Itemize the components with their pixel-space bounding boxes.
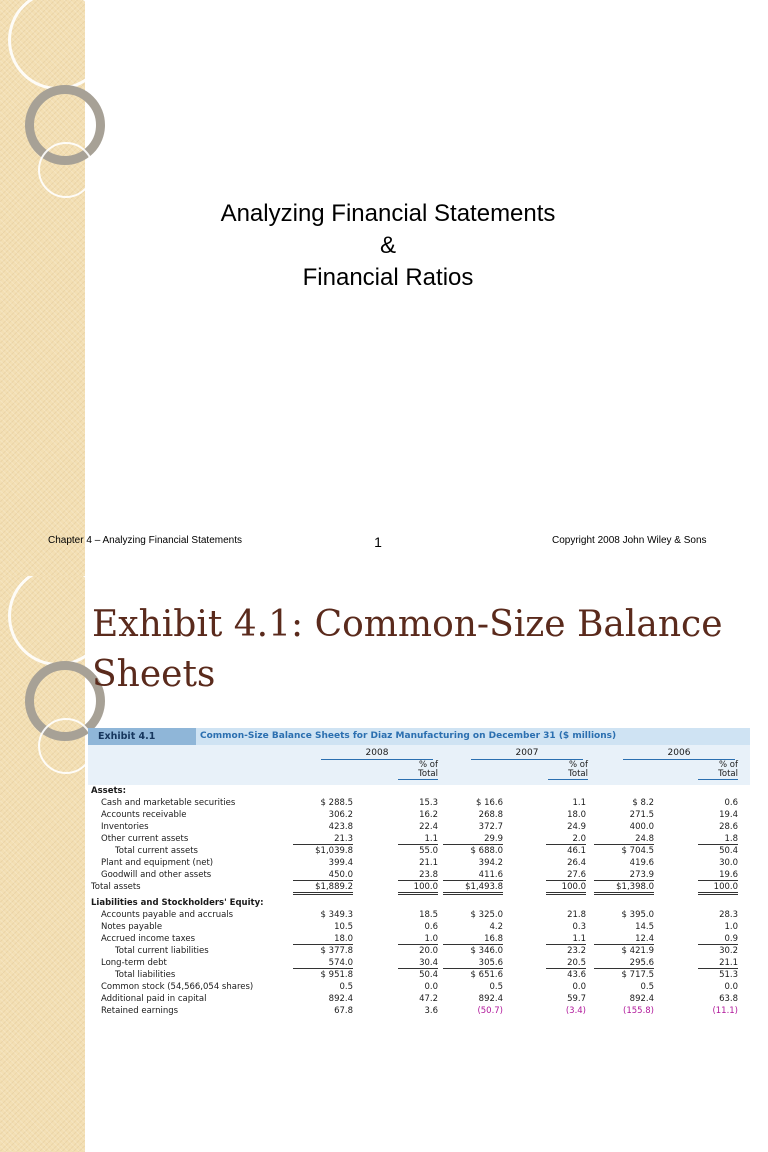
row-value: 1.1	[398, 834, 438, 845]
table-row	[88, 982, 750, 994]
pct-header-line2: Total	[548, 770, 588, 780]
row-value: $ 421.9	[621, 946, 654, 956]
row-value: (3.4)	[565, 1006, 586, 1016]
footer-chapter: Chapter 4 – Analyzing Financial Statements	[48, 535, 242, 546]
row-value: 51.3	[719, 970, 738, 980]
row-value: 271.5	[629, 810, 654, 820]
decorative-ring-small	[38, 718, 94, 774]
row-value: 3.6	[424, 1006, 438, 1016]
row-value: 20.5	[546, 958, 586, 969]
section-label: Liabilities and Stockholders' Equity:	[91, 898, 264, 908]
row-value: 18.5	[419, 910, 438, 920]
table-row	[88, 882, 750, 894]
row-value: $ 704.5	[621, 846, 654, 856]
exhibit-tab	[88, 728, 196, 745]
row-label: Accrued income taxes	[101, 934, 196, 944]
slide-title	[150, 198, 626, 294]
row-value: 21.3	[293, 834, 353, 845]
row-value: $ 349.3	[320, 910, 353, 920]
table-row	[88, 822, 750, 834]
pct-header-line1: % of	[719, 760, 738, 770]
row-label: Cash and marketable securities	[101, 798, 236, 808]
row-value: 59.7	[567, 994, 586, 1004]
row-label: Goodwill and other assets	[101, 870, 212, 880]
row-value: 14.5	[635, 922, 654, 932]
table-row	[88, 958, 750, 970]
row-value: 100.0	[698, 882, 738, 895]
row-value: 21.1	[419, 858, 438, 868]
row-value: 892.4	[328, 994, 353, 1004]
row-value: 28.6	[719, 822, 738, 832]
table-row	[88, 970, 750, 982]
row-value: $ 8.2	[632, 798, 654, 808]
row-value: 1.0	[398, 934, 438, 945]
row-value: 892.4	[629, 994, 654, 1004]
row-value: 20.0	[419, 946, 438, 956]
row-value: 574.0	[293, 958, 353, 969]
row-value: 419.6	[629, 858, 654, 868]
row-value: 1.1	[572, 798, 586, 808]
row-value: 411.6	[443, 870, 503, 881]
decorative-ring-large	[8, 0, 108, 90]
row-label: Notes payable	[101, 922, 163, 932]
row-value: 0.9	[698, 934, 738, 945]
row-value: 55.0	[419, 846, 438, 856]
row-value: 305.6	[443, 958, 503, 969]
row-value: 16.2	[419, 810, 438, 820]
row-value: 268.8	[478, 810, 503, 820]
year-2007: 2007	[471, 748, 583, 760]
row-value: $ 377.8	[320, 946, 353, 956]
title-line-2: &	[379, 232, 396, 259]
row-label: Additional paid in capital	[101, 994, 207, 1004]
row-value: 30.4	[398, 958, 438, 969]
pct-header-line2: Total	[698, 770, 738, 780]
row-value: $1,039.8	[315, 846, 353, 856]
row-value: 100.0	[546, 882, 586, 895]
row-value: 400.0	[629, 822, 654, 832]
row-value: 10.5	[334, 922, 353, 932]
table-row	[88, 910, 750, 922]
table-row	[88, 934, 750, 946]
row-label: Plant and equipment (net)	[101, 858, 214, 868]
table-row	[88, 858, 750, 870]
table-row	[88, 846, 750, 858]
row-value: 23.2	[567, 946, 586, 956]
row-label: Total liabilities	[115, 970, 176, 980]
row-value: (155.8)	[623, 1006, 654, 1016]
row-label: Retained earnings	[101, 1006, 179, 1016]
row-value: 0.0	[724, 982, 738, 992]
row-value: 372.7	[478, 822, 503, 832]
row-value: 0.5	[640, 982, 654, 992]
row-value: 15.3	[419, 798, 438, 808]
row-value: 306.2	[328, 810, 353, 820]
row-value: 22.4	[419, 822, 438, 832]
row-value: 67.8	[334, 1006, 353, 1016]
row-value: $ 325.0	[470, 910, 503, 920]
table-row	[88, 946, 750, 958]
section-label: Assets:	[91, 786, 126, 796]
row-value: 27.6	[546, 870, 586, 881]
row-value: 450.0	[293, 870, 353, 881]
row-value: $1,398.0	[594, 882, 654, 895]
row-value: 24.8	[594, 834, 654, 845]
row-value: 30.2	[719, 946, 738, 956]
row-label: Total assets	[91, 882, 141, 892]
row-value: 21.8	[567, 910, 586, 920]
table-row	[88, 798, 750, 810]
row-value: 295.6	[594, 958, 654, 969]
row-value: 47.2	[419, 994, 438, 1004]
row-label: Common stock (54,566,054 shares)	[101, 982, 254, 992]
row-value: 0.3	[572, 922, 586, 932]
row-label: Other current assets	[101, 834, 189, 844]
row-value: 4.2	[489, 922, 503, 932]
row-value: $1,493.8	[443, 882, 503, 895]
row-value: 19.6	[698, 870, 738, 881]
row-value: $1,889.2	[293, 882, 353, 895]
row-value: $ 288.5	[320, 798, 353, 808]
row-value: 43.6	[567, 970, 586, 980]
row-value: $ 16.6	[475, 798, 503, 808]
row-value: 423.8	[328, 822, 353, 832]
table-row	[88, 922, 750, 934]
row-value: 29.9	[443, 834, 503, 845]
footer-copyright: Copyright 2008 John Wiley & Sons	[552, 535, 707, 546]
pct-header-line2: Total	[398, 770, 438, 780]
row-value: 63.8	[719, 994, 738, 1004]
row-value: 30.0	[719, 858, 738, 868]
row-value: 0.6	[724, 798, 738, 808]
row-value: 0.5	[489, 982, 503, 992]
table-row	[88, 870, 750, 882]
row-value: 16.8	[443, 934, 503, 945]
exhibit-tab-label: Exhibit 4.1	[98, 731, 156, 742]
pct-header-line1: % of	[569, 760, 588, 770]
title-line-1: Analyzing Financial Statements	[220, 200, 556, 227]
row-value: 23.8	[398, 870, 438, 881]
row-value: 0.0	[572, 982, 586, 992]
row-value: 24.9	[567, 822, 586, 832]
row-value: 1.1	[546, 934, 586, 945]
row-value: 26.4	[567, 858, 586, 868]
row-value: 892.4	[478, 994, 503, 1004]
pct-header-2007	[548, 761, 588, 780]
row-value: 28.3	[719, 910, 738, 920]
table-row	[88, 810, 750, 822]
row-label: Inventories	[101, 822, 149, 832]
row-value: 19.4	[719, 810, 738, 820]
table-row	[88, 994, 750, 1006]
row-value: $ 717.5	[621, 970, 654, 980]
row-label: Accounts payable and accruals	[101, 910, 234, 920]
row-value: 1.8	[698, 834, 738, 845]
decorative-ring-small	[38, 142, 94, 198]
row-value: $ 395.0	[621, 910, 654, 920]
row-value: 12.4	[594, 934, 654, 945]
pct-header-2008	[398, 761, 438, 780]
row-value: 0.6	[424, 922, 438, 932]
row-value: $ 651.6	[470, 970, 503, 980]
row-value: 46.1	[567, 846, 586, 856]
row-value: (11.1)	[712, 1006, 738, 1016]
row-value: 1.0	[724, 922, 738, 932]
pct-header-line1: % of	[419, 760, 438, 770]
row-value: 273.9	[594, 870, 654, 881]
row-value: 394.2	[478, 858, 503, 868]
row-value: 0.5	[339, 982, 353, 992]
row-label: Long-term debt	[101, 958, 167, 968]
table-row	[88, 1006, 750, 1018]
row-value: $ 346.0	[470, 946, 503, 956]
row-value: $ 951.8	[320, 970, 353, 980]
row-value: 21.1	[698, 958, 738, 969]
row-value: $ 688.0	[470, 846, 503, 856]
row-value: (50.7)	[477, 1006, 503, 1016]
row-value: 18.0	[293, 934, 353, 945]
row-label: Total current liabilities	[115, 946, 209, 956]
row-label: Total current assets	[115, 846, 198, 856]
row-value: 399.4	[328, 858, 353, 868]
section-header-liabilities	[88, 898, 750, 910]
balance-sheet-exhibit	[88, 728, 750, 1024]
row-value: 50.4	[419, 970, 438, 980]
exhibit-slide-title: Exhibit 4.1: Common-Size Balance Sheets	[92, 604, 723, 695]
exhibit-caption: Common-Size Balance Sheets for Diaz Manufacturing on December 31 ($ millions)	[200, 731, 617, 741]
row-label: Accounts receivable	[101, 810, 187, 820]
row-value: 50.4	[719, 846, 738, 856]
row-value: 100.0	[398, 882, 438, 895]
row-value: 2.0	[546, 834, 586, 845]
row-value: 0.0	[424, 982, 438, 992]
page-number: 1	[374, 534, 382, 550]
year-2006: 2006	[623, 748, 735, 760]
table-row	[88, 834, 750, 846]
title-line-3: Financial Ratios	[302, 264, 474, 291]
row-value: 18.0	[567, 810, 586, 820]
year-2008: 2008	[321, 748, 433, 760]
pct-header-2006	[698, 761, 738, 780]
section-header-assets	[88, 786, 750, 798]
